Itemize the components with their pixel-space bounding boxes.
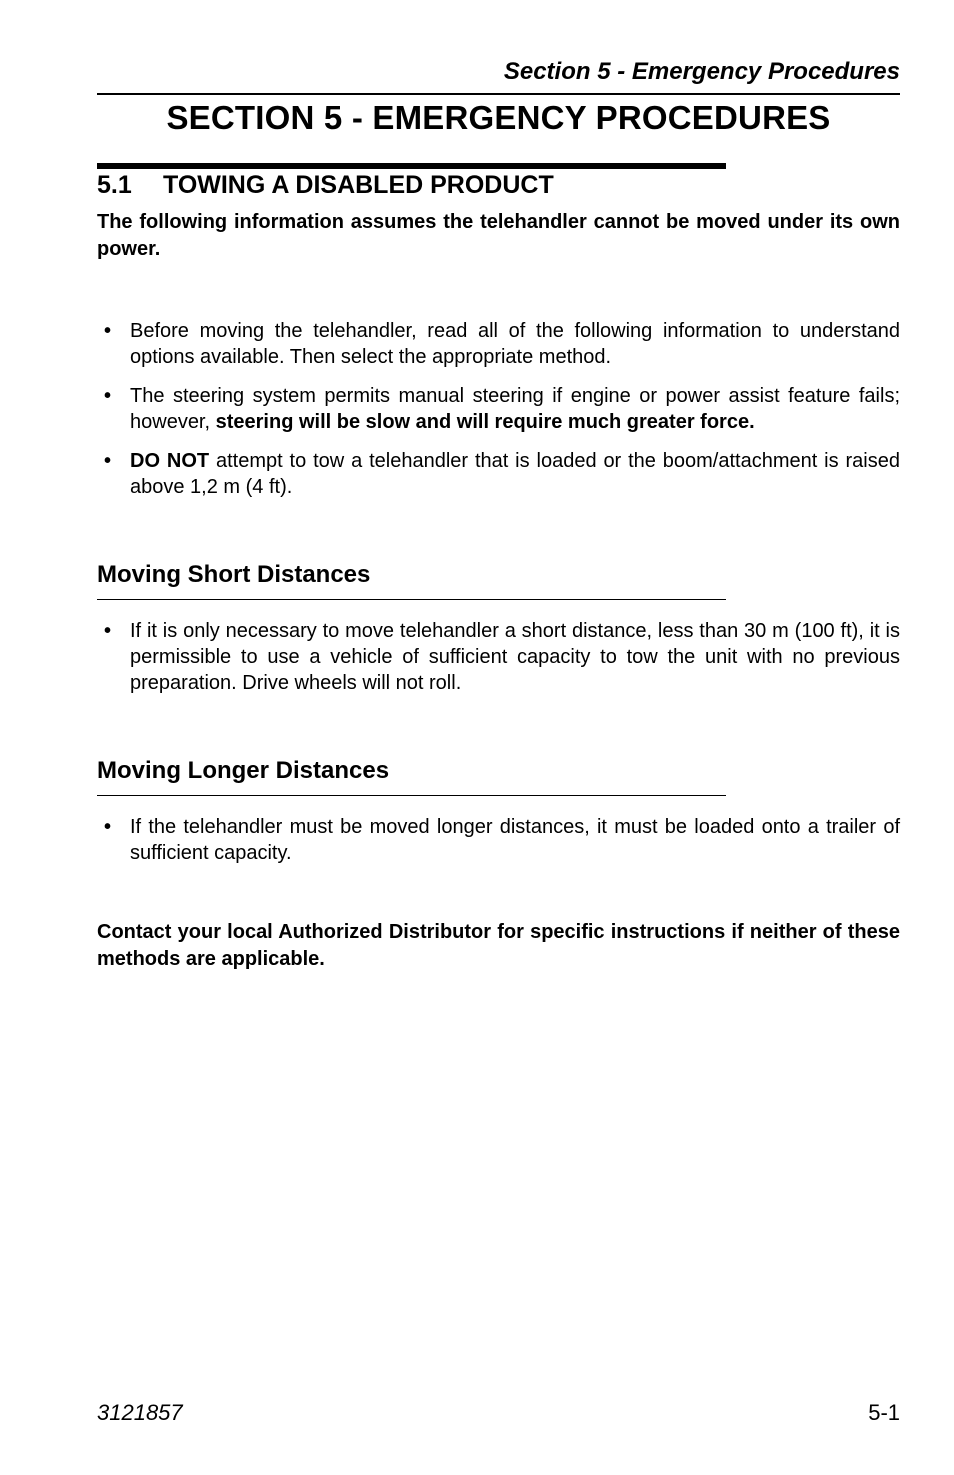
bullet-dot: • — [104, 450, 112, 472]
subsection-title: TOWING A DISABLED PRODUCT — [163, 171, 554, 199]
bullet-dot: • — [104, 620, 112, 642]
bullet-text: If it is only necessary to move telehandler a short distance, less than 30 m (100 ft), it is permissible to use a vehicle of sufficient capacity to tow the unit with no previous preparation. Drive wheels will not roll. — [130, 620, 900, 694]
list-item — [97, 318, 900, 370]
list-item — [97, 814, 900, 866]
running-header: Section 5 - Emergency Procedures — [503, 58, 900, 85]
page-number: 5-1 — [868, 1400, 900, 1425]
subsection-heading — [97, 171, 554, 200]
bullet-dot: • — [104, 320, 112, 342]
longer-distance-heading: Moving Longer Distances — [97, 757, 390, 784]
bullet-emphasis: DO NOT — [130, 450, 210, 472]
bullet-dot: • — [104, 385, 112, 407]
header-rule — [97, 93, 900, 95]
list-item — [97, 618, 900, 696]
document-number: 3121857 — [97, 1400, 183, 1425]
short-distance-heading: Moving Short Distances — [97, 561, 371, 588]
section-title: SECTION 5 - EMERGENCY PROCEDURES — [166, 99, 831, 136]
bullet-dot: • — [104, 816, 112, 838]
list-item — [97, 383, 900, 435]
contact-paragraph: Contact your local Authorized Distributor for specific instructions if neither of these methods are applicable. — [97, 921, 900, 970]
bullet-emphasis: steering will be slow and will require much greater force. — [215, 411, 755, 433]
subsection-number: 5.1 — [97, 171, 132, 199]
intro-paragraph: The following information assumes the telehandler cannot be moved under its own power. — [97, 211, 900, 260]
bullet-text: attempt to tow a telehandler that is loaded or the boom/attachment is raised above 1,2 m (4 ft). — [130, 450, 900, 498]
bullet-text: Before moving the telehandler, read all of the following information to understand options available. Then select the appropriate method. — [130, 320, 900, 368]
longer-distance-rule — [97, 795, 726, 796]
short-distance-list — [97, 618, 900, 696]
short-distance-rule — [97, 599, 726, 600]
bullet-text: If the telehandler must be moved longer distances, it must be loaded onto a trailer of sufficient capacity. — [130, 816, 900, 864]
towing-bullet-list — [97, 318, 900, 500]
bullet-text: The steering system permits manual steering if engine or power assist feature fails; however, — [130, 385, 900, 433]
longer-distance-list — [97, 814, 900, 866]
list-item — [97, 448, 900, 500]
subsection-rule — [97, 163, 726, 169]
